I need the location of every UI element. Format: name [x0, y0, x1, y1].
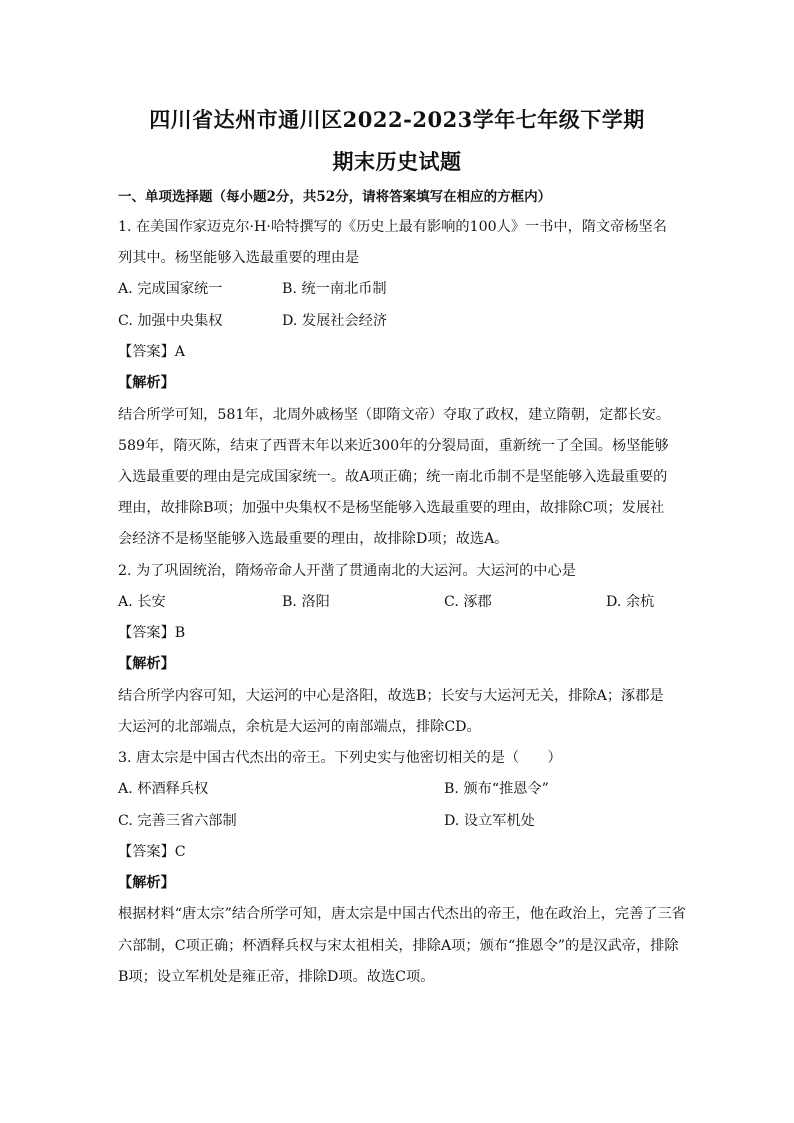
answer-label: 【答案】	[118, 844, 175, 860]
q2-analysis-label: 【解析】	[118, 656, 175, 672]
answer-label: 【答案】	[118, 344, 175, 360]
answer-value: A	[174, 344, 186, 360]
q3-stem-line: 3. 唐太宗是中国古代杰出的帝王。下列史实与他密切相关的是（ ）	[118, 750, 562, 766]
q1-analysis-label: 【解析】	[118, 375, 175, 391]
q3-analysis-line: 六部制，C项正确；杯酒释兵权与宋太祖相关，排除A项；颁布“推恩令”的是汉武帝，排除	[118, 938, 679, 954]
q1-stem-line: 列其中。杨坚能够入选最重要的理由是	[118, 250, 360, 266]
q1-analysis-line: 理由，故排除B项；加强中央集权不是杨坚能够入选最重要的理由，故排除C项；发展社	[118, 500, 665, 516]
answer-label: 【答案】	[118, 625, 175, 641]
exam-subtitle: 期末历史试题	[332, 149, 462, 174]
answer-value: B	[174, 625, 186, 641]
q3-option-d: D. 设立军机处	[444, 813, 535, 829]
q3-answer	[118, 842, 688, 862]
q3-analysis-label: 【解析】	[118, 875, 175, 891]
q3-analysis-line: 根据材料“唐太宗”结合所学可知，唐太宗是中国古代杰出的帝王，他在政治上，完善了三省	[118, 906, 686, 922]
q1-answer	[118, 342, 688, 362]
q1-analysis-line: 结合所学可知，581年，北周外戚杨坚（即隋文帝）夺取了政权，建立隋朝，定都长安。	[118, 407, 671, 423]
q3-analysis-line: B项；设立军机处是雍正帝，排除D项。故选C项。	[118, 969, 435, 985]
answer-value: C	[174, 844, 186, 860]
q2-stem-line: 2. 为了巩固统治，隋炀帝命人开凿了贯通南北的大运河。大运河的中心是	[118, 563, 576, 579]
q2-option-a: A. 长安	[118, 594, 166, 610]
q2-analysis-line: 大运河的北部端点，余杭是大运河的南部端点，排除CD。	[118, 719, 481, 735]
q3-option-a: A. 杯酒释兵权	[118, 781, 209, 797]
q1-analysis-line: 入选最重要的理由是完成国家统一。故A项正确；统一南北币制不是坚能够入选最重要的	[118, 469, 668, 485]
q1-option-d: D. 发展社会经济	[282, 313, 388, 329]
q1-stem-line: 1. 在美国作家迈克尔·H·哈特撰写的《历史上最有影响的100人》一书中，隋文帝杨坚名	[118, 219, 667, 235]
q3-option-b: B. 颁布“推恩令”	[444, 781, 549, 797]
section-heading: 一、单项选择题（每小题2分，共52分，请将答案填写在相应的方框内）	[118, 189, 552, 205]
q2-option-b: B. 洛阳	[282, 594, 330, 610]
q1-option-b: B. 统一南北币制	[282, 281, 387, 297]
q2-option-c: C. 涿郡	[444, 594, 492, 610]
q3-option-c: C. 完善三省六部制	[118, 813, 237, 829]
q1-analysis-line: 589年，隋灭陈，结束了西晋末年以来近300年的分裂局面，重新统一了全国。杨坚能够	[118, 438, 669, 454]
q2-option-d: D. 余杭	[606, 594, 655, 610]
q1-option-a: A. 完成国家统一	[118, 281, 223, 297]
q1-analysis-line: 会经济不是杨坚能够入选最重要的理由，故排除D项；故选A。	[118, 531, 509, 547]
q2-answer	[118, 623, 688, 643]
q1-option-c: C. 加强中央集权	[118, 313, 223, 329]
q2-analysis-line: 结合所学内容可知，大运河的中心是洛阳，故选B；长安与大运河无关，排除A；涿郡是	[118, 688, 664, 704]
exam-title: 四川省达州市通川区2022-2023学年七年级下学期	[149, 107, 645, 132]
